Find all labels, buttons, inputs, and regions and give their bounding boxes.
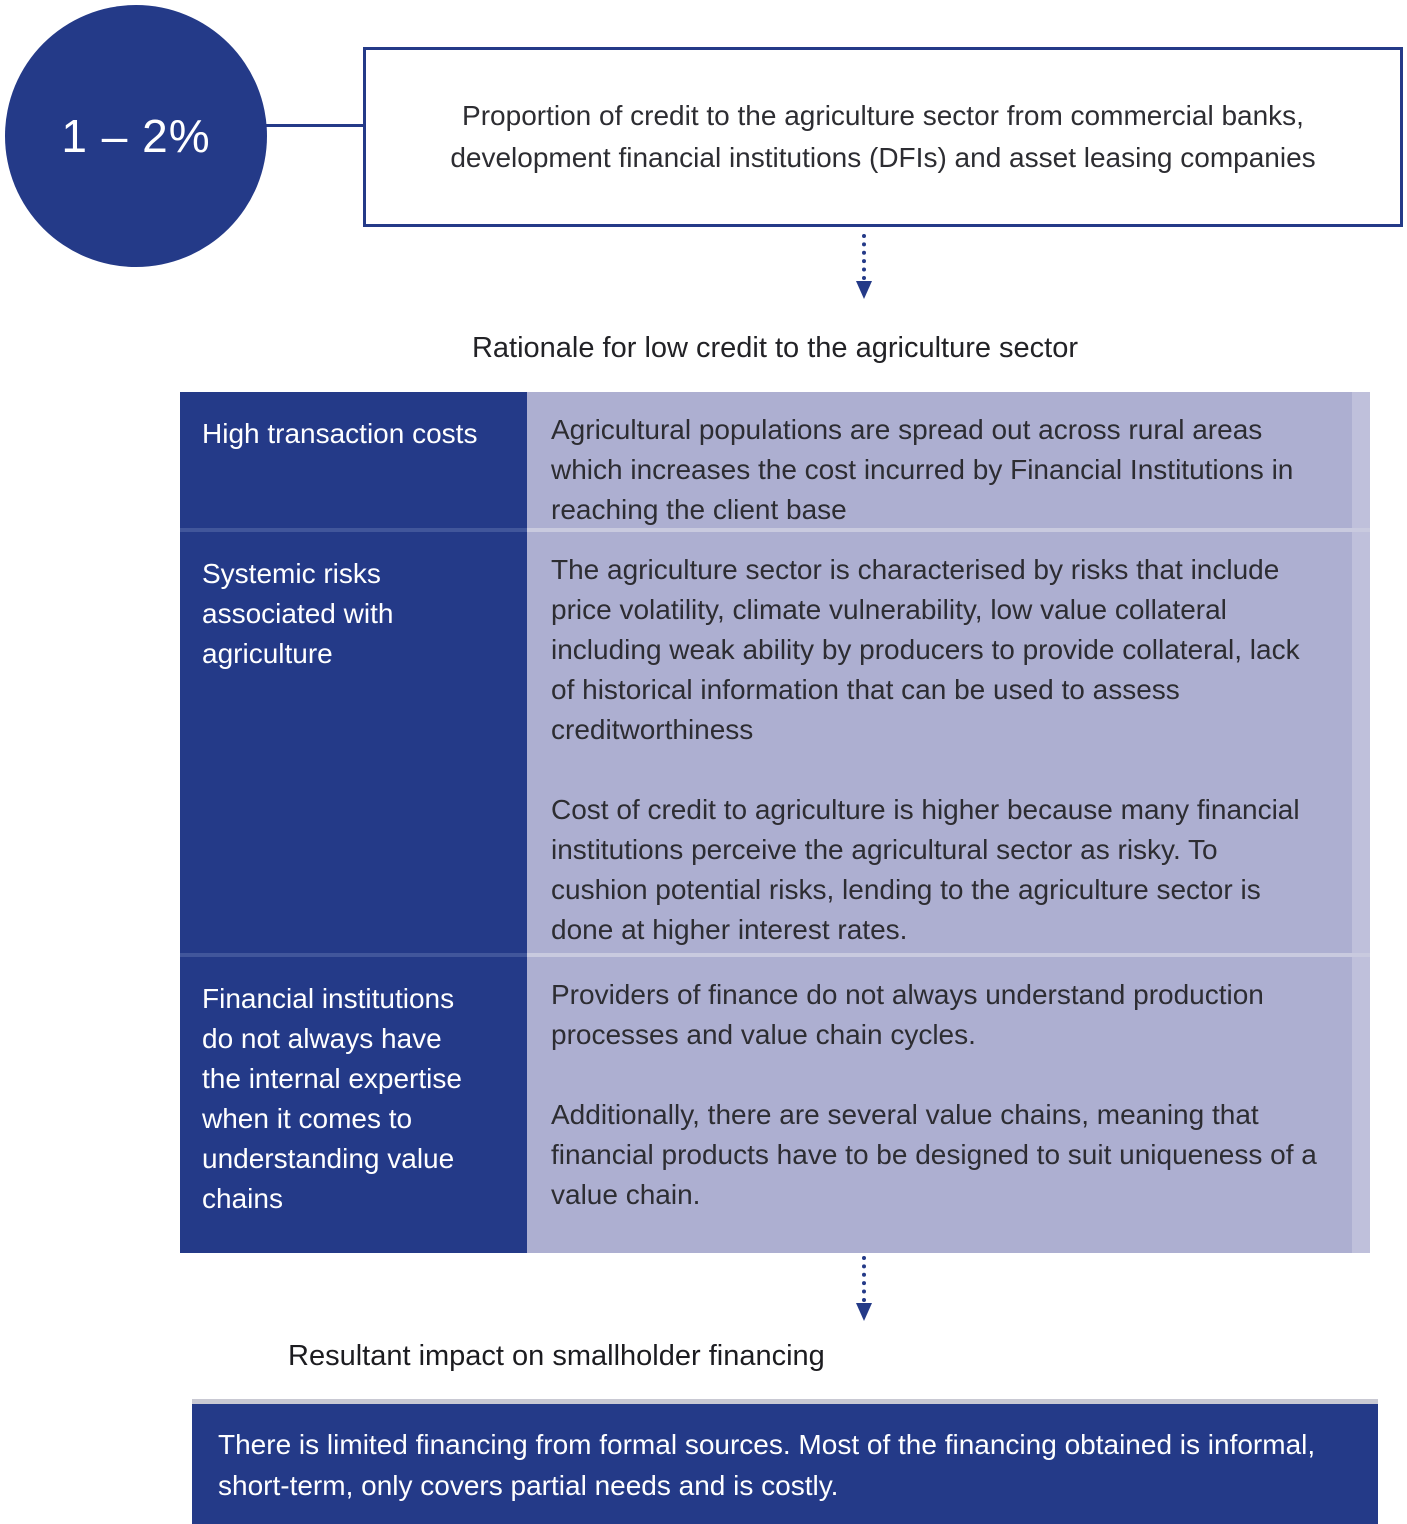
impact-box-text: There is limited financing from formal sources. Most of the financing obtained is informal, short-term, only covers partial needs and is costly. bbox=[218, 1429, 1316, 1501]
credit-proportion-text: Proportion of credit to the agriculture sector from commercial banks, development financial institutions (DFIs) and asset leasing companies bbox=[450, 100, 1316, 173]
row-text bbox=[527, 532, 1370, 953]
row-paragraph: The agriculture sector is characterised by risks that include price volatility, climate vulnerability, low value collateral including weak ability by producers to provide collateral, lack of historical information that can be used to assess creditworthiness bbox=[551, 554, 1300, 745]
row-label-internal-expertise: Financial institutions do not always have the internal expertise when it comes to understanding value chains bbox=[180, 957, 527, 1253]
row-label-systemic-risks: Systemic risks associated with agriculture bbox=[180, 532, 527, 953]
table-row bbox=[180, 532, 1370, 953]
dotted-down-arrow-icon bbox=[855, 234, 873, 299]
row-paragraph: Cost of credit to agriculture is higher because many financial institutions perceive the agricultural sector as risky. To cushion potential risks, lending to the agriculture sector is done at higher interest rates. bbox=[551, 794, 1300, 945]
rationale-table bbox=[180, 392, 1370, 1253]
dotted-down-arrow-icon bbox=[855, 1256, 873, 1321]
row-text bbox=[527, 957, 1370, 1253]
rationale-heading: Rationale for low credit to the agriculture sector bbox=[471, 332, 1079, 364]
stat-circle-value: 1 – 2% bbox=[61, 110, 211, 162]
arrow-head bbox=[856, 281, 872, 299]
row-label-high-transaction-costs: High transaction costs bbox=[180, 392, 527, 528]
row-paragraph: Providers of finance do not always understand production processes and value chain cycles. bbox=[551, 979, 1264, 1050]
arrow-dotted-line bbox=[862, 234, 866, 280]
impact-box bbox=[192, 1399, 1378, 1524]
table-row bbox=[180, 957, 1370, 1253]
row-text bbox=[527, 392, 1370, 528]
impact-heading: Resultant impact on smallholder financing bbox=[288, 1340, 825, 1372]
arrow-head bbox=[856, 1303, 872, 1321]
row-paragraph: Additionally, there are several value chains, meaning that financial products have to be designed to suit uniqueness of a value chain. bbox=[551, 1099, 1317, 1210]
table-row bbox=[180, 392, 1370, 528]
circle-to-box-connector-line bbox=[266, 124, 364, 127]
stat-circle bbox=[5, 5, 267, 267]
arrow-dotted-line bbox=[862, 1256, 866, 1302]
row-paragraph: Agricultural populations are spread out across rural areas which increases the cost incurred by Financial Institutions in reaching the client base bbox=[551, 414, 1294, 525]
credit-proportion-box bbox=[363, 47, 1403, 227]
